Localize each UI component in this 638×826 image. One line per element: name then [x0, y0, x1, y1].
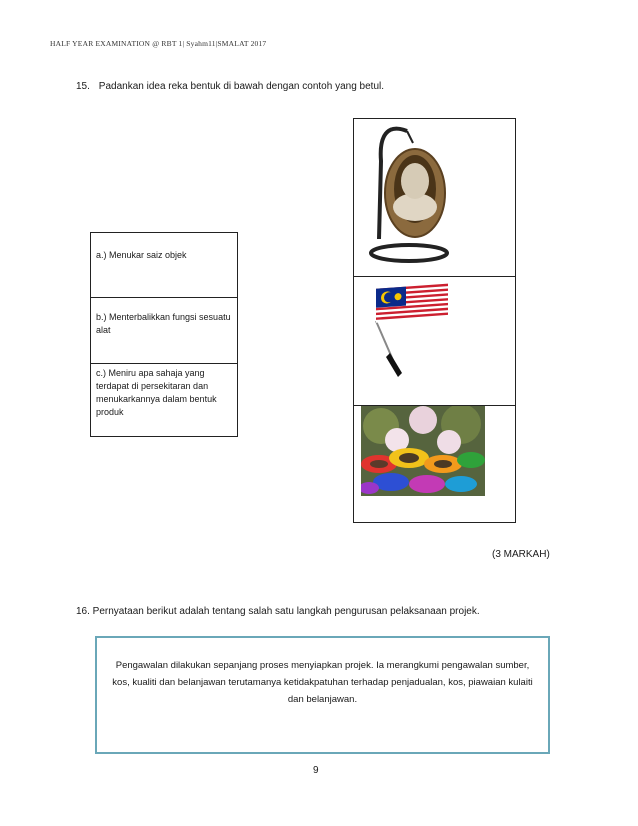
option-b-box: b.) Menterbalikkan fungsi sesuatu alat	[90, 297, 238, 364]
option-a-box: a.) Menukar saiz objek	[90, 232, 238, 298]
option-c-box: c.) Meniru apa sahaja yang terdapat di persekitaran dan menukarkannya dalam bentuk produk	[90, 363, 238, 437]
images-divider	[353, 276, 515, 277]
statement-callout-box: Pengawalan dilakukan sepanjang proses menyiapkan projek. Ia merangkumi pengawalan sumber, kos, kualiti dan belanjawan terutamanya ketidakpatuhan terhadap penjadualan, kos, piawaian kulaiti dan belanjawan.	[95, 636, 550, 754]
hanging-egg-chair-image	[357, 121, 457, 273]
question-16-text: 16. Pernyataan berikut adalah tentang salah satu langkah pengurusan pelaksanaan projek.	[76, 606, 480, 617]
malaysian-flag-image	[372, 283, 452, 383]
page-number: 9	[313, 765, 319, 776]
question-15-number: 15.	[76, 81, 90, 92]
tyre-planters-image	[361, 406, 485, 496]
marks-label: (3 MARKAH)	[492, 549, 550, 560]
exam-header: HALF YEAR EXAMINATION @ RBT 1| Syahm11|SMALAT 2017	[50, 39, 267, 48]
question-15-text: Padankan idea reka bentuk di bawah dengan contoh yang betul.	[98, 81, 385, 92]
question-15	[76, 81, 384, 92]
